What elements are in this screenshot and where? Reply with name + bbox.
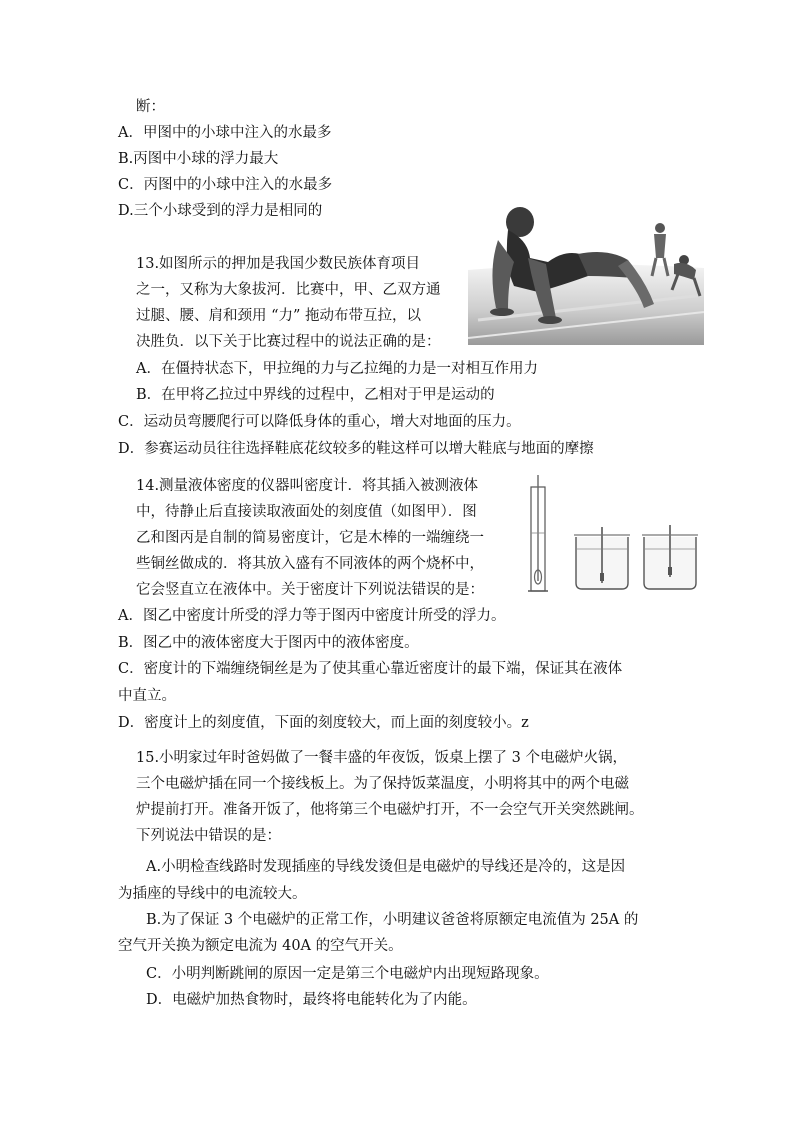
q13-option-d: D．参赛运动员往往选择鞋底花纹较多的鞋这样可以增大鞋底与地面的摩擦 bbox=[118, 441, 594, 457]
q13-option-a: A．在僵持状态下，甲拉绳的力与乙拉绳的力是一对相互作用力 bbox=[136, 361, 538, 377]
q13-option-c: C．运动员弯腰爬行可以降低身体的重心，增大对地面的压力。 bbox=[118, 414, 521, 430]
q12-option-d: D.三个小球受到的浮力是相同的 bbox=[118, 203, 323, 219]
q15-option-c: C．小明判断跳闸的原因一定是第三个电磁炉内出现短路现象。 bbox=[146, 966, 549, 982]
q15-option-d: D．电磁炉加热食物时，最终将电能转化为了内能。 bbox=[146, 992, 477, 1008]
q15-option-a-line-1: A.小明检查线路时发现插座的导线发烫但是电磁炉的导线还是冷的，这是因 bbox=[146, 859, 626, 875]
hydrometer-diagram bbox=[526, 473, 706, 597]
q14-stem-line-1: 14.测量液体密度的仪器叫密度计．将其插入被测液体 bbox=[136, 478, 479, 494]
q14-stem-line-3: 乙和图丙是自制的简易密度计，它是木棒的一端缠绕一 bbox=[136, 530, 484, 546]
q15-stem-line-3: 炉提前打开。准备开饭了，他将第三个电磁炉打开，不一会空气开关突然跳闸。 bbox=[136, 802, 644, 818]
q12-continuation: 断： bbox=[136, 99, 165, 115]
q13-stem-line-4: 决胜负．以下关于比赛过程中的说法正确的是： bbox=[136, 334, 441, 350]
q14-option-d: D．密度计上的刻度值，下面的刻度较大，而上面的刻度较小。z bbox=[118, 715, 529, 731]
q12-option-c: C．丙图中的小球中注入的水最多 bbox=[118, 177, 333, 193]
athlete-photo bbox=[468, 200, 704, 345]
q12-option-a: A．甲图中的小球中注入的水最多 bbox=[118, 125, 332, 141]
q14-option-b: B．图乙中的液体密度大于图丙中的液体密度。 bbox=[118, 635, 419, 651]
q14-stem-line-2: 中，待静止后直接读取液面处的刻度值（如图甲）．图 bbox=[136, 504, 477, 520]
q14-stem-line-5: 它会竖直立在液体中。关于密度计下列说法错误的是： bbox=[136, 582, 484, 598]
q15-stem-line-1: 15.小明家过年时爸妈做了一餐丰盛的年夜饭，饭桌上摆了 3 个电磁炉火锅， bbox=[136, 750, 628, 766]
q15-stem-line-4: 下列说法中错误的是： bbox=[136, 828, 281, 844]
q13-option-b: B．在甲将乙拉过中界线的过程中，乙相对于甲是运动的 bbox=[136, 387, 495, 403]
q14-option-c-line-1: C．密度计的下端缠绕铜丝是为了使其重心靠近密度计的最下端，保证其在液体 bbox=[118, 661, 623, 677]
q14-stem-line-4: 些铜丝做成的．将其放入盛有不同液体的两个烧杯中， bbox=[136, 556, 484, 572]
q13-stem-line-2: 之一，又称为大象拔河．比赛中，甲、乙双方通 bbox=[136, 282, 441, 298]
q15-option-a-line-2: 为插座的导线中的电流较大。 bbox=[118, 886, 307, 902]
q14-option-c-line-2: 中直立。 bbox=[118, 688, 176, 704]
q15-stem-line-2: 三个电磁炉插在同一个接线板上。为了保持饭菜温度，小明将其中的两个电磁 bbox=[136, 776, 629, 792]
q13-stem-line-3: 过腿、腰、肩和颈用 “力” 拖动布带互拉，以 bbox=[136, 308, 422, 324]
q12-option-b: B.丙图中小球的浮力最大 bbox=[118, 151, 279, 167]
q14-option-a: A．图乙中密度计所受的浮力等于图丙中密度计所受的浮力。 bbox=[118, 608, 506, 624]
q13-stem-line-1: 13.如图所示的押加是我国少数民族体育项目 bbox=[136, 256, 421, 272]
q15-option-b-line-2: 空气开关换为额定电流为 40A 的空气开关。 bbox=[118, 938, 403, 954]
q15-option-b-line-1: B.为了保证 3 个电磁炉的正常工作，小明建议爸爸将原额定电流值为 25A 的 bbox=[146, 912, 639, 928]
